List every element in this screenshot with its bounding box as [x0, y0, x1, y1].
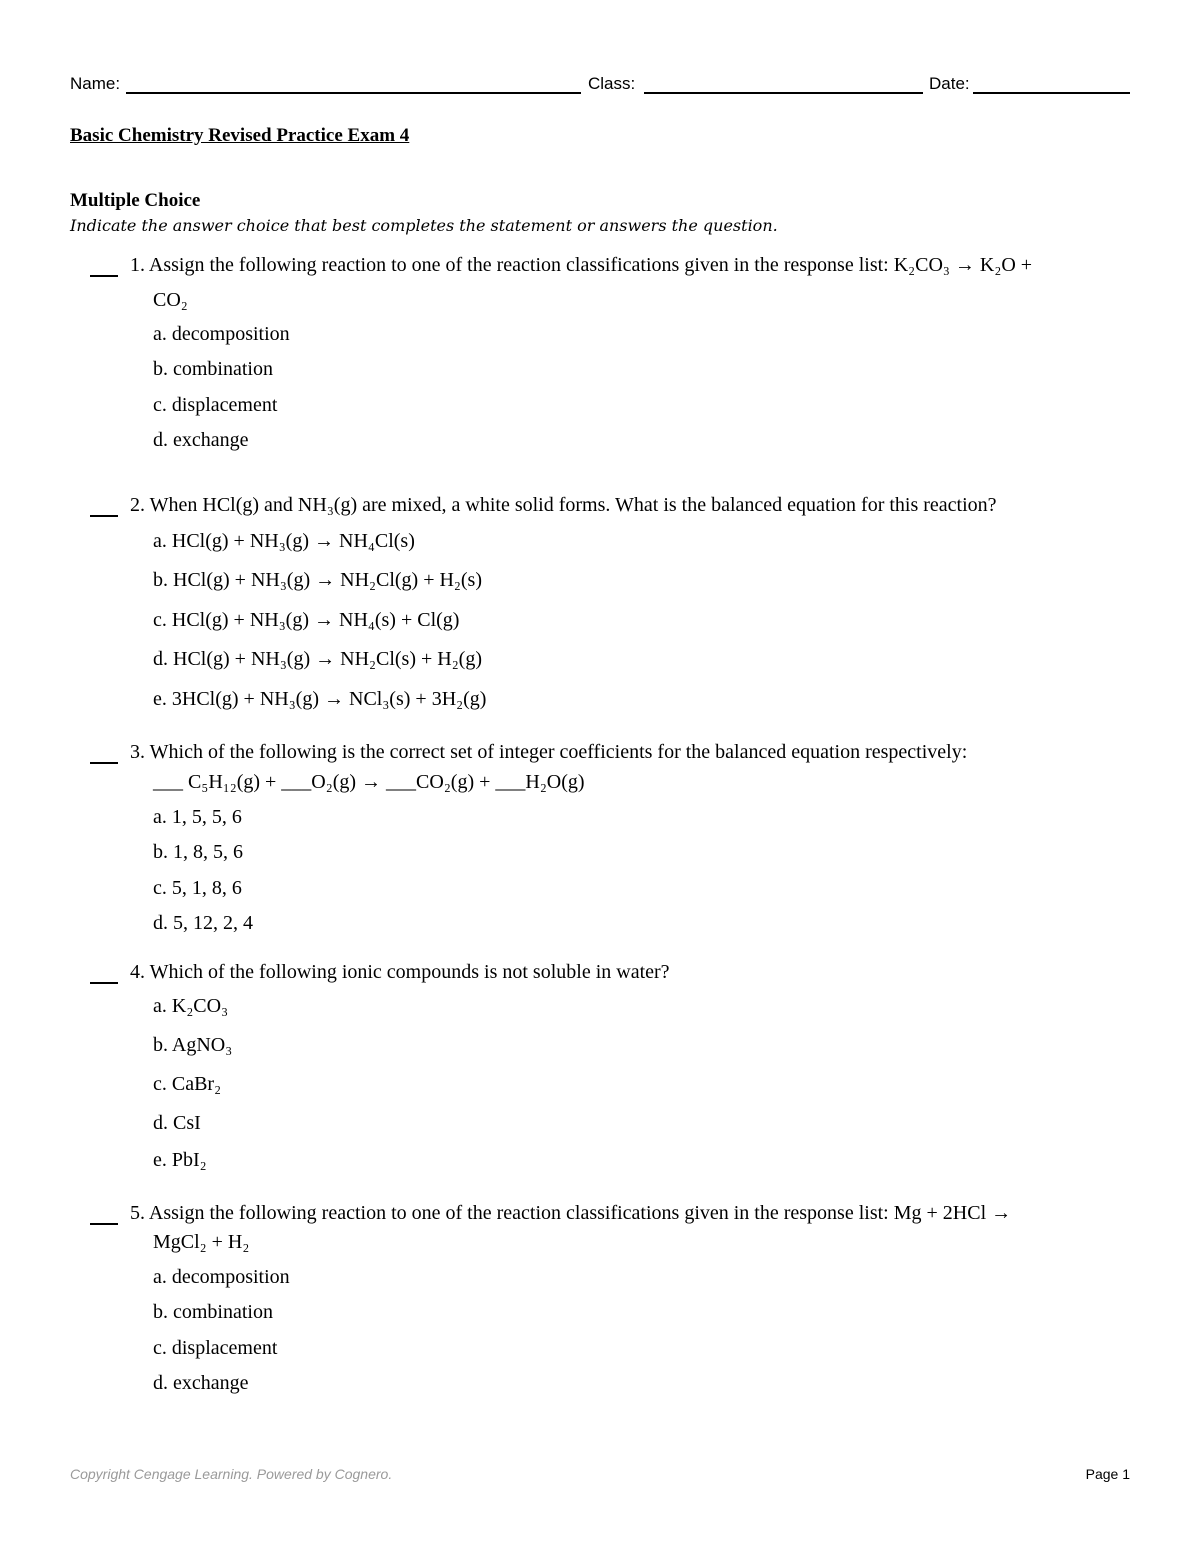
option-3d[interactable]: d. 5, 12, 2, 4 [153, 912, 253, 934]
option-2a[interactable]: a. HCl(g) + NH₃(g) → NH₄Cl(s) [153, 530, 415, 552]
option-3c[interactable]: c. 5, 1, 8, 6 [153, 877, 242, 899]
option-2c[interactable]: c. HCl(g) + NH₃(g) → NH₄(s) + Cl(g) [153, 609, 460, 631]
question-1-stem-cont: CO₂ [153, 289, 188, 311]
answer-blank-3[interactable] [90, 762, 118, 764]
student-info-header [70, 72, 1130, 98]
question-3-stem [130, 741, 967, 764]
option-2d[interactable]: d. HCl(g) + NH₃(g) → NH₂Cl(s) + H₂(g) [153, 648, 482, 670]
option-3b[interactable]: b. 1, 8, 5, 6 [153, 841, 243, 863]
answer-blank-2[interactable] [90, 515, 118, 517]
question-1-stem [130, 254, 1032, 277]
name-field[interactable] [126, 92, 581, 94]
date-label: Date: [929, 74, 970, 93]
class-label: Class: [588, 74, 636, 93]
answer-blank-5[interactable] [90, 1223, 118, 1225]
option-1c[interactable]: c. displacement [153, 394, 278, 416]
question-text: Which of the following ionic compounds is not soluble in water? [149, 961, 670, 983]
question-text: Assign the following reaction to one of the reaction classifications given in the response list: K₂CO₃ → K₂O + [148, 254, 1033, 276]
exam-title: Basic Chemistry Revised Practice Exam 4 [70, 125, 410, 146]
section-instructions: Indicate the answer choice that best completes the statement or answers the question. [70, 216, 778, 235]
option-4d[interactable]: d. CsI [153, 1112, 201, 1134]
option-2b[interactable]: b. HCl(g) + NH₃(g) → NH₂Cl(g) + H₂(s) [153, 569, 482, 591]
page-number: Page 1 [1085, 1466, 1130, 1482]
option-4a[interactable]: a. K₂CO₃ [153, 995, 229, 1017]
option-4b[interactable]: b. AgNO₃ [153, 1034, 233, 1056]
option-5a[interactable]: a. decomposition [153, 1266, 290, 1288]
question-text: Assign the following reaction to one of the reaction classifications given in the response list: Mg + 2HCl → [148, 1202, 1012, 1224]
question-3-equation: ___ C₅H₁₂(g) + ___O₂(g) → ___CO₂(g) + ___H₂O(g) [153, 771, 585, 793]
question-2-stem [130, 494, 997, 517]
option-1a[interactable]: a. decomposition [153, 323, 290, 345]
answer-blank-4[interactable] [90, 982, 118, 984]
option-1d[interactable]: d. exchange [153, 429, 249, 451]
question-5-stem [130, 1202, 1011, 1225]
option-2e[interactable]: e. 3HCl(g) + NH₃(g) → NCl₃(s) + 3H₂(g) [153, 688, 487, 710]
question-5-stem-cont: MgCl₂ + H₂ [153, 1231, 250, 1253]
name-label: Name: [70, 74, 121, 93]
copyright-footer: Copyright Cengage Learning. Powered by Cognero. [70, 1466, 393, 1482]
option-5d[interactable]: d. exchange [153, 1372, 249, 1394]
option-4c[interactable]: c. CaBr₂ [153, 1073, 222, 1095]
question-number: 3. [130, 741, 145, 763]
option-5c[interactable]: c. displacement [153, 1337, 278, 1359]
answer-blank-1[interactable] [90, 275, 118, 277]
option-3a[interactable]: a. 1, 5, 5, 6 [153, 806, 242, 828]
option-1b[interactable]: b. combination [153, 358, 273, 380]
option-4e[interactable]: e. PbI₂ [153, 1149, 207, 1171]
question-number: 1. [130, 254, 145, 276]
option-5b[interactable]: b. combination [153, 1301, 273, 1323]
question-number: 2. [130, 494, 145, 516]
question-text: When HCl(g) and NH₃(g) are mixed, a white solid forms. What is the balanced equation for this reaction? [149, 494, 997, 516]
date-field[interactable] [973, 92, 1130, 94]
question-text: Which of the following is the correct set of integer coefficients for the balanced equation respectively: [149, 741, 968, 763]
question-4-stem [130, 961, 670, 984]
class-field[interactable] [644, 92, 923, 94]
question-number: 5. [130, 1202, 145, 1224]
section-heading: Multiple Choice [70, 190, 201, 211]
question-number: 4. [130, 961, 145, 983]
